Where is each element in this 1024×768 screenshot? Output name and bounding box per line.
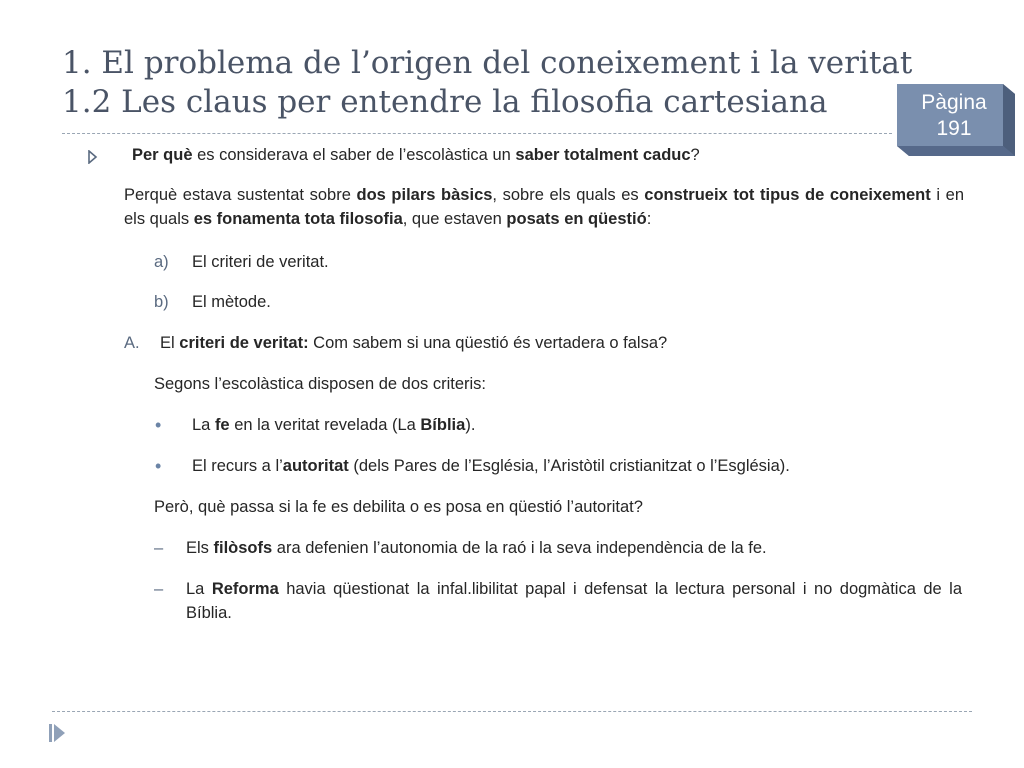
dash-marker-1: – <box>154 539 164 557</box>
slide-title <box>62 44 962 122</box>
title-line-1: 1. El problema de l’origen del coneixement i la veritat <box>62 45 913 81</box>
list-marker-a: a) <box>154 253 169 271</box>
badge-text <box>897 90 1011 142</box>
criteri-item-1: La fe en la veritat revelada (La Bíblia). <box>192 416 476 434</box>
question-line: Per què es considerava el saber de l’escolàstica un saber totalment caduc? <box>132 146 700 164</box>
badge-line-1: Pàgina <box>921 91 987 114</box>
pero-line: Però, què passa si la fe es debilita o es posa en qüestió l’autoritat? <box>154 498 643 516</box>
list-item-b: El mètode. <box>192 293 271 311</box>
footer-divider <box>52 711 972 712</box>
arrow-bullet-icon <box>88 150 98 164</box>
answer-paragraph: Perquè estava sustentat sobre dos pilars bàsics, sobre els quals es construeix tot tipus de coneixement i en els quals es fonamenta tota filosofia, que estaven posats en qüestió: <box>124 186 964 228</box>
bullet-dot-1: • <box>155 415 162 435</box>
dash-item-1: Els filòsofs ara defenien l’autonomia de la raó i la seva independència de la fe. <box>186 539 767 557</box>
segons-line: Segons l’escolàstica disposen de dos criteris: <box>154 375 487 393</box>
slide-nav-icon[interactable] <box>48 722 66 744</box>
title-divider <box>62 133 892 134</box>
title-line-2: 1.2 Les claus per entendre la filosofia cartesiana <box>62 84 828 120</box>
list-item-a: El criteri de veritat. <box>192 253 329 271</box>
dash-marker-2: – <box>154 580 164 598</box>
section-a-heading: El criteri de veritat: Com sabem si una qüestió és vertadera o falsa? <box>160 334 668 352</box>
list-marker-b: b) <box>154 293 169 311</box>
bullet-dot-2: • <box>155 456 162 476</box>
criteri-item-2: El recurs a l’autoritat (dels Pares de l’Església, l’Aristòtil cristianitzat o l’Església). <box>192 457 790 475</box>
badge-line-2: 191 <box>936 117 972 140</box>
dash-item-2: La Reforma havia qüestionat la infal.libilitat papal i defensat la lectura personal i no dogmàtica de la Bíblia. <box>186 580 962 622</box>
section-marker-a: A. <box>124 334 140 352</box>
